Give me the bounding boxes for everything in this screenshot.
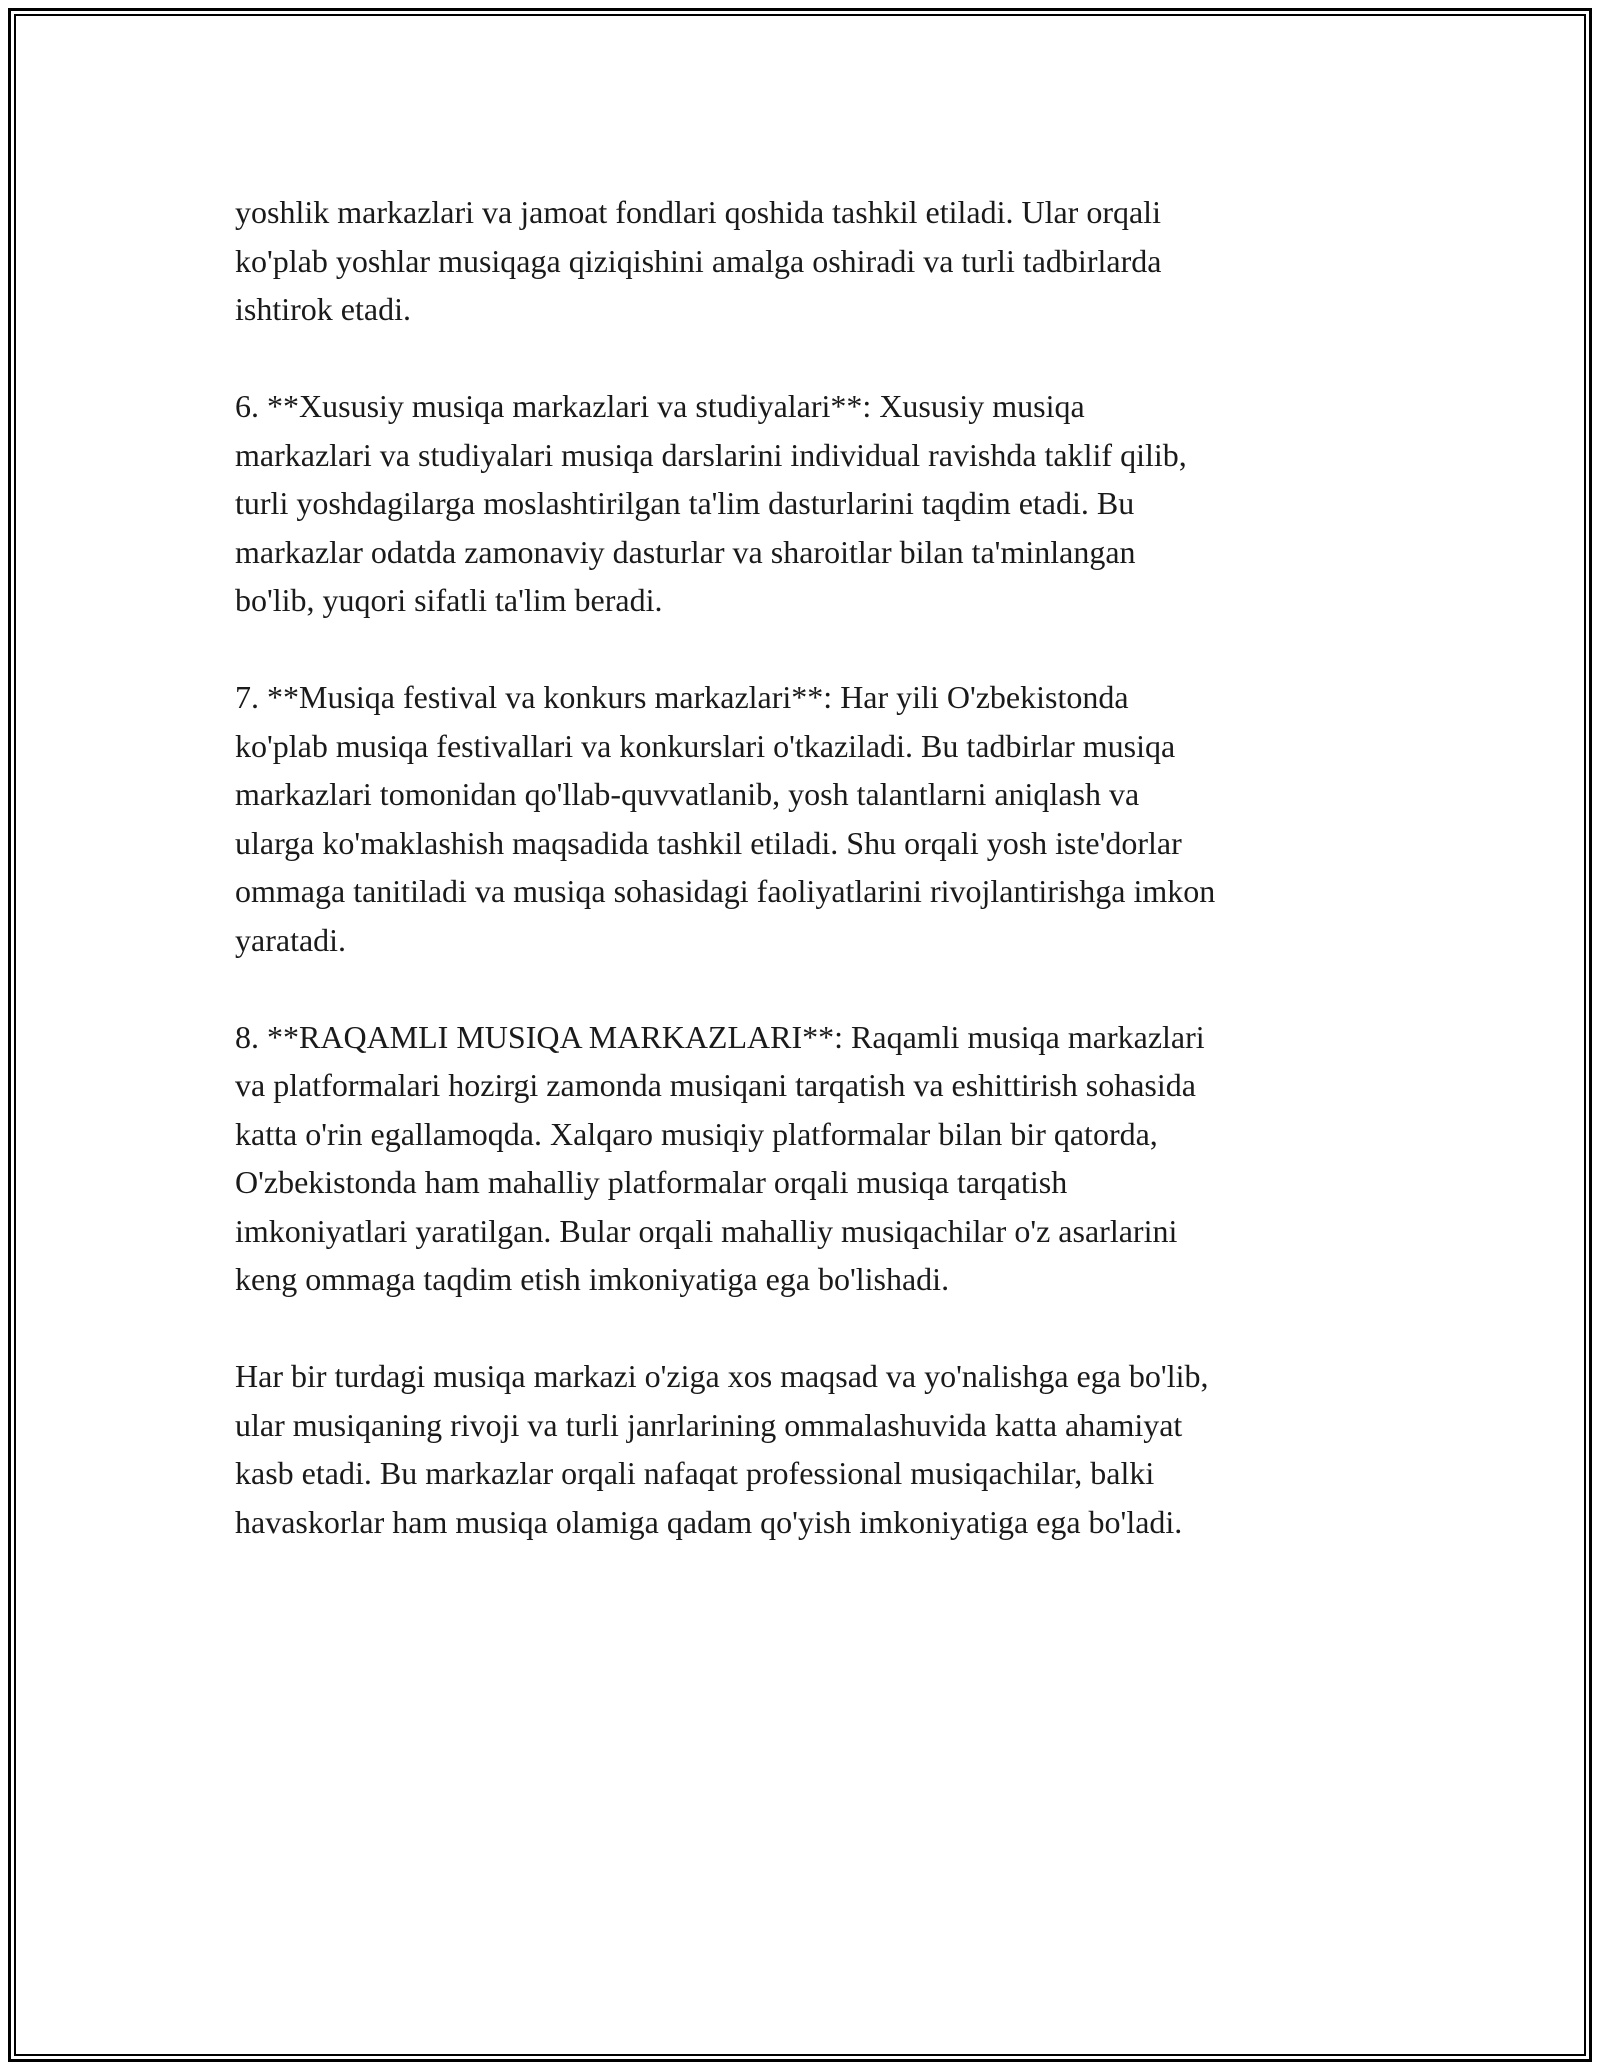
paragraph-item-8: 8. **RAQAMLI MUSIQA MARKAZLARI**: Raqamli musiqa markazlari va platformalari hozirgi zamonda musiqani tarqatish va eshittirish sohasida katta o'rin egallamoqda. Xalqaro musiqiy platformalar bilan bir qatorda, O'zbekistonda ham mahalliy platformalar orqali musiqa tarqatish imkoniyatlari yaratilgan. Bular orqali mahalliy musiqachilar o'z asarlarini keng ommaga taqdim etish imkoniyatiga ega bo'lishadi. bbox=[235, 1018, 1205, 1297]
paragraph-item-7: 7. **Musiqa festival va konkurs markazlari**: Har yili O'zbekistonda ko'plab musiqa festivallari va konkurslari o'tkaziladi. Bu tadbirlar musiqa markazlari tomonidan qo'llab-quvvatlanib, yosh talantlarni aniqlash va ularga ko'maklashish maqsadida tashkil etiladi. Shu orqali yosh iste'dorlar ommaga tanitiladi va musiqa sohasidagi faoliyatlarini rivojlantirishga imkon yaratadi. bbox=[235, 679, 1216, 958]
paragraph-item-6: 6. **Xususiy musiqa markazlari va studiyalari**: Xususiy musiqa markazlari va studiyalari musiqa darslarini individual ravishda taklif qilib, turli yoshdagilarga moslashtirilgan ta'lim dasturlarini taqdim etadi. Bu markazlar odatda zamonaviy dasturlar va sharoitlar bilan ta'minlangan bo'lib, yuqori sifatli ta'lim beradi. bbox=[235, 388, 1187, 618]
paragraph-conclusion: Har bir turdagi musiqa markazi o'ziga xos maqsad va yo'nalishga ega bo'lib, ular musiqaning rivoji va turli janrlarining ommalashuvida katta ahamiyat kasb etadi. Bu markazlar orqali nafaqat professional musiqachilar, balki havaskorlar ham musiqa olamiga qadam qo'yish imkoniyatiga ega bo'ladi. bbox=[235, 1358, 1209, 1540]
paragraph-intro-continuation: yoshlik markazlari va jamoat fondlari qoshida tashkil etiladi. Ular orqali ko'plab yoshlar musiqaga qiziqishini amalga oshiradi va turli tadbirlarda ishtirok etadi. bbox=[235, 194, 1162, 327]
document-body bbox=[235, 188, 1375, 1595]
